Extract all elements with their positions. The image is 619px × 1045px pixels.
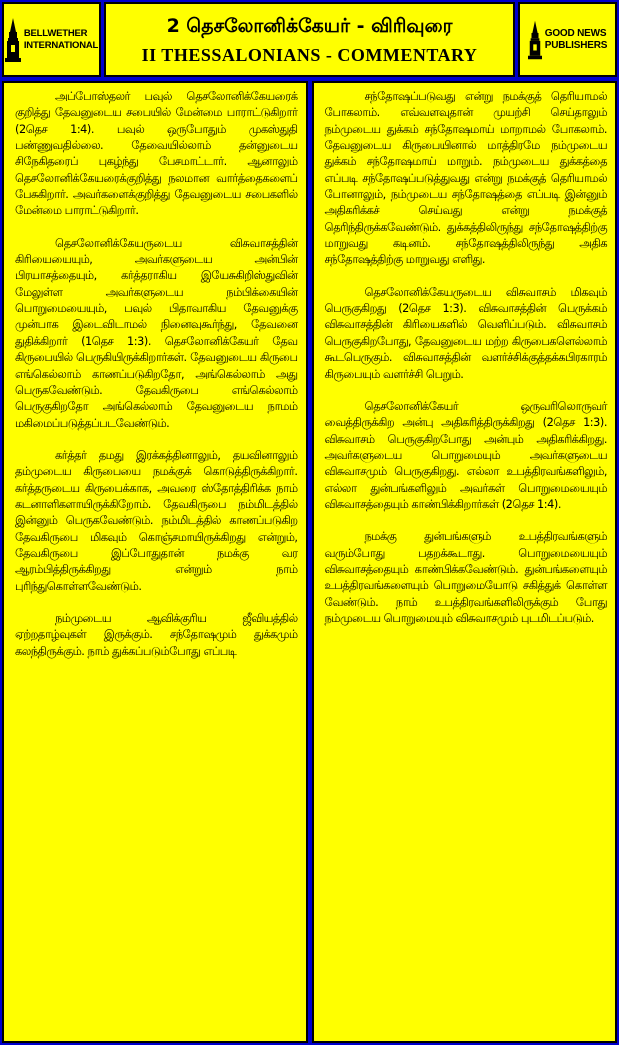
bellwether-logo <box>2 2 101 77</box>
good-news-logo-text <box>545 28 607 52</box>
right-column <box>312 81 618 1043</box>
paragraph: தெசலோனிக்கேயர் ஒருவரிலொருவர் வைத்திருக்கிற அன்பு அதிகரித்திருக்கிறது (2தெச 1:3). விசுவாசம் பெருகுகிறபோது அன்பும் அதிகரிக்கிறது. அவர்களுடைய பொறுமையும் அவர்களுடைய விசுவாசமும் பெருகுகிறது. எல்லா உபத்திரவங்களிலும், எல்லா துன்பங்களிலும் அவர்கள் பொறுமையையும் விசுவாசத்தையும் காண்பிக்கிறார்கள் (2தெச 1:4). <box>324 399 607 511</box>
logo-right-line1: GOOD NEWS <box>544 27 607 39</box>
paragraph: அப்போஸ்தலர் பவுல் தெசலோனிக்கேயரைக் குறித்து தேவனுடைய சபையில் மேன்மை பாராட்டுகிறார் (2தெச 1:4). பவுல் ஒருபோதும் முகஸ்துதி பண்ணுவதில்லை. தேவையில்லாம் தன்னுடைய சிநேகிதரைப் புகழ்ந்து பேசமாட்டார். ஆனாலும் தெசலோனிக்கேயரைக்குறித்து நலமான வார்த்தைகளைப் பேசுகிறார். அவர்களைக்குறித்து தேவனுடைய சபைகளில் மேன்மை பாராட்டுகிறார். <box>15 90 298 218</box>
title-panel <box>104 2 515 77</box>
page-title-tamil: 2 தெசலோனிக்கேயர் - விரிவுரை <box>166 14 453 37</box>
commentary-body <box>2 81 617 1043</box>
paragraph: சந்தோஷப்படுவது என்று நமக்குத் தெரியாமல் போகலாம். எவ்வளவுதான் முயற்சி செய்தாலும் நம்முடைய துக்கம் சந்தோஷமாய் மாறாமல் போகலாம். தேவனுடைய கிருபையினால் மாத்திரமே நம்முடைய துக்கம் சந்தோஷமாய் மாறும். நம்முடைய துக்கத்தை எப்படி சந்தோஷப்படுத்துவது என்று நமக்குத் தெரியாமல் போனாலும், நம்முடைய சந்தோஷத்தை எப்படி இன்னும் அதிகரிக்கச் செய்வது என்று நமக்குத் தெரிந்திருக்கவேண்டும். துக்கத்திலிருந்து சந்தோஷத்திற்கு மாறுவது கடினம். சந்தோஷத்திலிருந்து அதிக சந்தோஷத்திற்கு மாறுவது எளிது. <box>324 90 607 267</box>
bellwether-logo-text <box>24 28 98 52</box>
good-news-logo <box>518 2 617 77</box>
paragraph: தெசலோனிக்கேயருடைய விசுவாசத்தின் கிரியையையும், அவர்களுடைய அன்பின் பிரயாசத்தையும், கர்த்தராகிய இயேசுகிறிஸ்துவின் மேலுள்ள அவர்களுடைய நம்பிக்கையின் பொறுமையையும், பவுல் பிதாவாகிய தேவனுக்கு முன்பாக இடைவிடாமல் நினைவுகூர்ந்து, தேவனை துதிக்கிறார் (1தெச 1:3). தெசலோனிக்கேயர் தேவ கிருபையில் பெருகியிருக்கிறார்கள். தேவனுடைய கிருபை எங்கெல்லாம் காணப்படுகிறதோ, அங்கெல்லாம் அது பெருகவேண்டும். தேவகிருபை எங்கெல்லாம் பெருகுகிறதோ அங்கெல்லாம் தேவனுடைய நாமம் மகிமைப்படுத்தப்படவேண்டும். <box>15 236 298 430</box>
logo-left-line2: INTERNATIONAL <box>23 39 99 51</box>
page-title-english: II THESSALONIANS - COMMENTARY <box>141 44 478 65</box>
logo-left-line1: BELLWETHER <box>23 27 88 39</box>
logo-right-line2: PUBLISHERS <box>544 39 608 51</box>
left-column <box>2 81 308 1043</box>
header <box>2 2 617 77</box>
paragraph: நமக்கு துன்பங்களும் உபத்திரவங்களும் வரும்போது பதறக்கூடாது. பொறுமையையும் விசுவாசத்தையும் காண்பிக்கவேண்டும். துன்பங்களையும் உபத்திரவங்களையும் பொறுமையோடு சகித்துக் கொள்ள வேண்டும். நாம் உபத்திரவங்களிலிருக்கும் போது நம்முடைய பொறுமையும் விசுவாசமும் புடமிடப்படும். <box>324 530 607 625</box>
church-steeple-icon <box>5 18 21 62</box>
church-steeple-icon <box>528 19 542 61</box>
paragraph: நம்முடைய ஆவிக்குரிய ஜீவியத்தில் ஏற்றதாழ்வுகள் இருக்கும். சந்தோஷமும் துக்கமும் கலந்திருக்கும். நாம் துக்கப்படும்போது எப்படி <box>15 611 298 658</box>
paragraph: தெசலோனிக்கேயருடைய விசுவாசம் மிகவும் பெருகுகிறது (2தெச 1:3). விசுவாசத்தின் பெருக்கம் விசுவாசத்தின் கிரியைகளில் வெளிப்படும். விசுவாசம் பெருகுகிறபோது, தேவனுடைய மற்ற கிருபைகளெல்லாம் கூடபெருகும். விசுவாசத்தின் வளர்ச்சிக்குத்தக்கபிரகாரம் கிருபையும் வளர்ச்சி பெறும். <box>324 285 607 381</box>
paragraph: கர்த்தர் தமது இரக்கத்தினாலும், தயவினாலும் தம்முடைய கிருபையை நமக்குக் கொடுத்திருக்கிறார். கர்த்தருடைய கிருபைக்காக, அவரை ஸ்தோத்திரிக்க நாம் கடனாளிகளாயிருக்கிறோம். தேவகிருபை நம்மிடத்தில் இன்னும் பெருகவேண்டும். நம்மிடத்தில் காணப்படுகிற தேவகிருபை மிகவும் கொஞ்சமாயிருக்கிறது என்றும், தேவகிருபை இப்போதுதான் நமக்கு வர ஆரம்பித்திருக்கிறது என்றும் நாம் புரிந்துகொள்ளவேண்டும். <box>15 448 298 593</box>
